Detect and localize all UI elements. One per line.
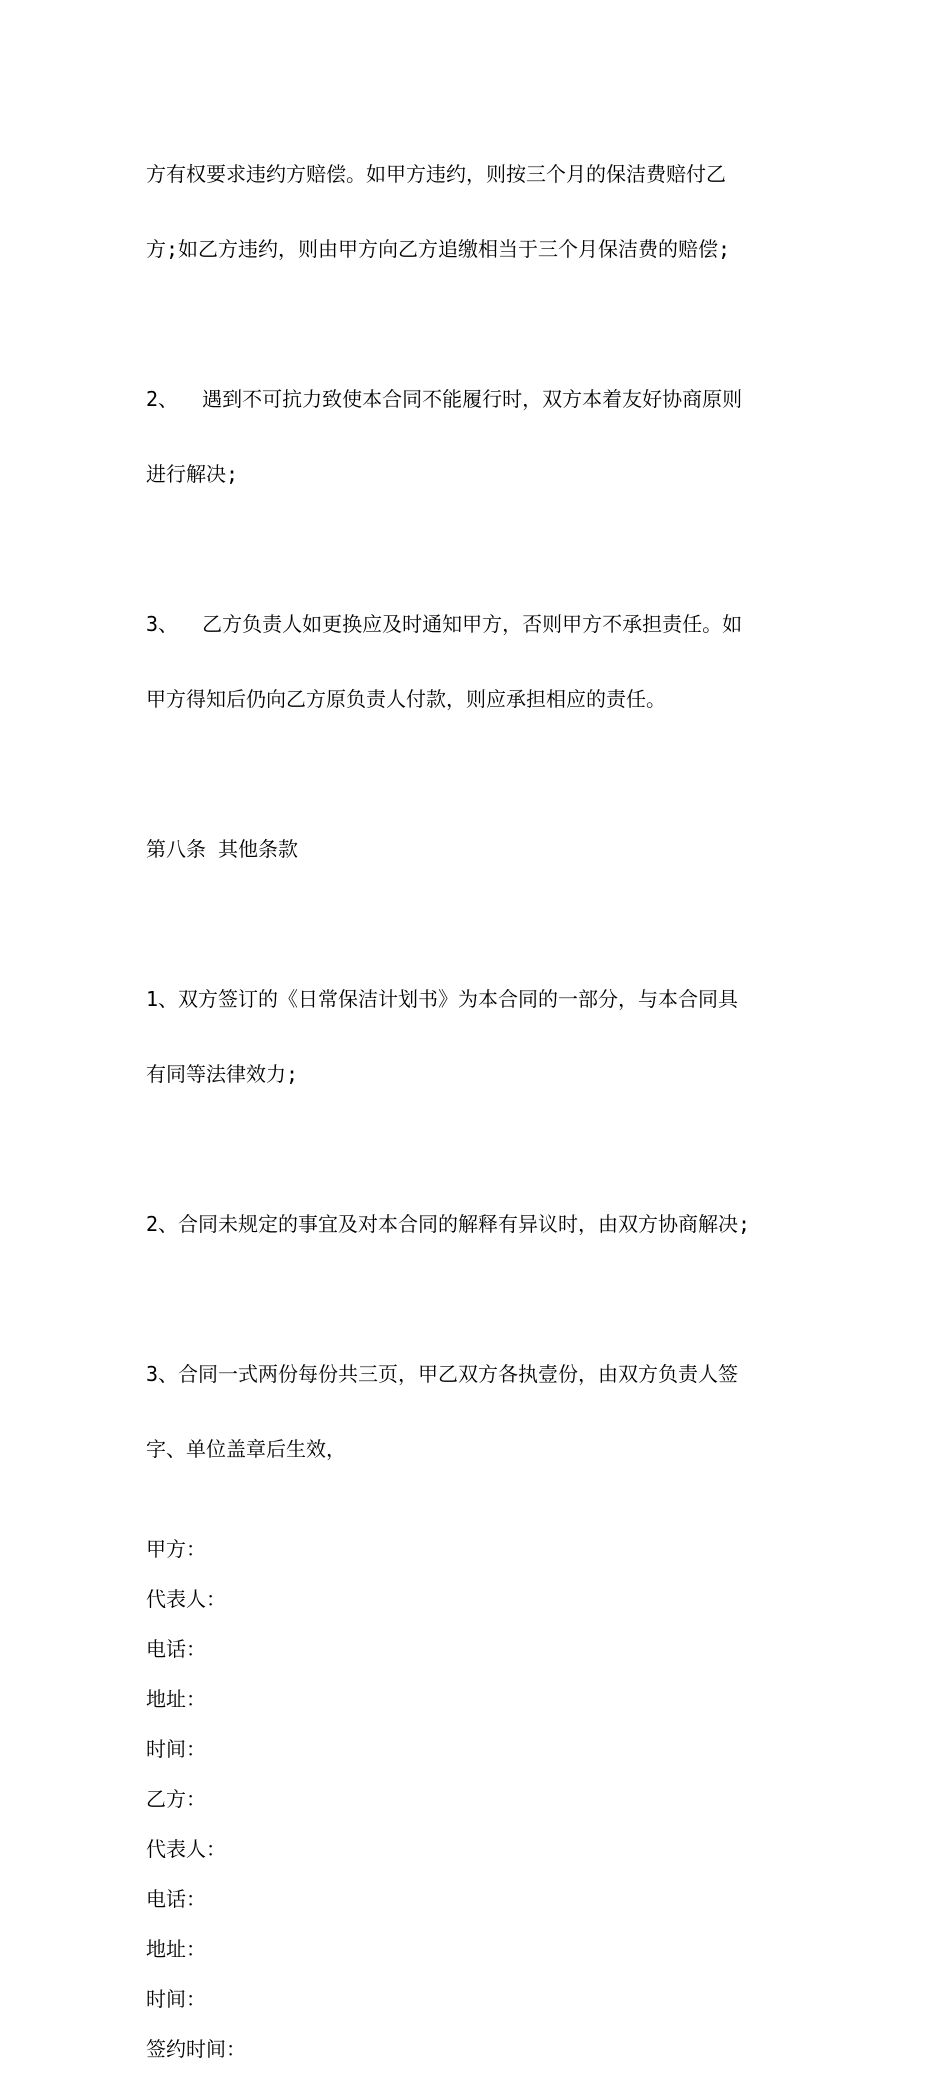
party-b-address-label: 地址： — [146, 1937, 206, 1961]
party-b-representative-label: 代表人： — [146, 1837, 226, 1861]
party-a-representative-label: 代表人： — [146, 1587, 226, 1611]
party-a-label: 甲方： — [146, 1537, 206, 1561]
text-line: 2、合同未规定的事宜及对本合同的解释有异议时，由双方协商解决; — [146, 1212, 751, 1236]
text-line: 3、 乙方负责人如更换应及时通知甲方，否则甲方不承担责任。如 — [146, 612, 743, 636]
party-a-date-label: 时间： — [146, 1737, 206, 1761]
party-b-phone-label: 电话： — [146, 1887, 206, 1911]
text-line: 1、双方签订的《日常保洁计划书》为本合同的一部分，与本合同具 — [146, 987, 739, 1011]
text-line: 字、单位盖章后生效， — [146, 1437, 346, 1461]
contract-paragraph-force-majeure — [146, 337, 816, 537]
text-line: 方有权要求违约方赔偿。如甲方违约，则按三个月的保洁费赔付乙 — [146, 162, 726, 186]
contract-paragraph-breach-compensation — [146, 112, 816, 312]
contract-paragraph-person-in-charge — [146, 562, 816, 762]
text-line: 有同等法律效力; — [146, 1062, 299, 1086]
contract-paragraph-disputes — [146, 1162, 816, 1287]
signing-date-label: 签约时间： — [146, 2037, 246, 2061]
section-heading-article-8 — [146, 787, 816, 912]
party-b-label: 乙方： — [146, 1787, 206, 1811]
contract-paragraph-cleaning-plan — [146, 937, 816, 1137]
text-line: 甲方得知后仍向乙方原负责人付款，则应承担相应的责任。 — [146, 687, 666, 711]
party-a-phone-label: 电话： — [146, 1637, 206, 1661]
text-line: 2、 遇到不可抗力致使本合同不能履行时，双方本着友好协商原则 — [146, 387, 743, 411]
text-line: 进行解决; — [146, 462, 239, 486]
section-title: 第八条 其他条款 — [146, 837, 299, 861]
party-b-date-label: 时间： — [146, 1987, 206, 2011]
contract-paragraph-copies — [146, 1312, 816, 1512]
text-line: 方;如乙方违约，则由甲方向乙方追缴相当于三个月保洁费的赔偿; — [146, 237, 731, 261]
text-line: 3、合同一式两份每份共三页，甲乙双方各执壹份，由双方负责人签 — [146, 1362, 739, 1386]
party-a-address-label: 地址： — [146, 1687, 206, 1711]
document-page — [146, 112, 816, 2087]
